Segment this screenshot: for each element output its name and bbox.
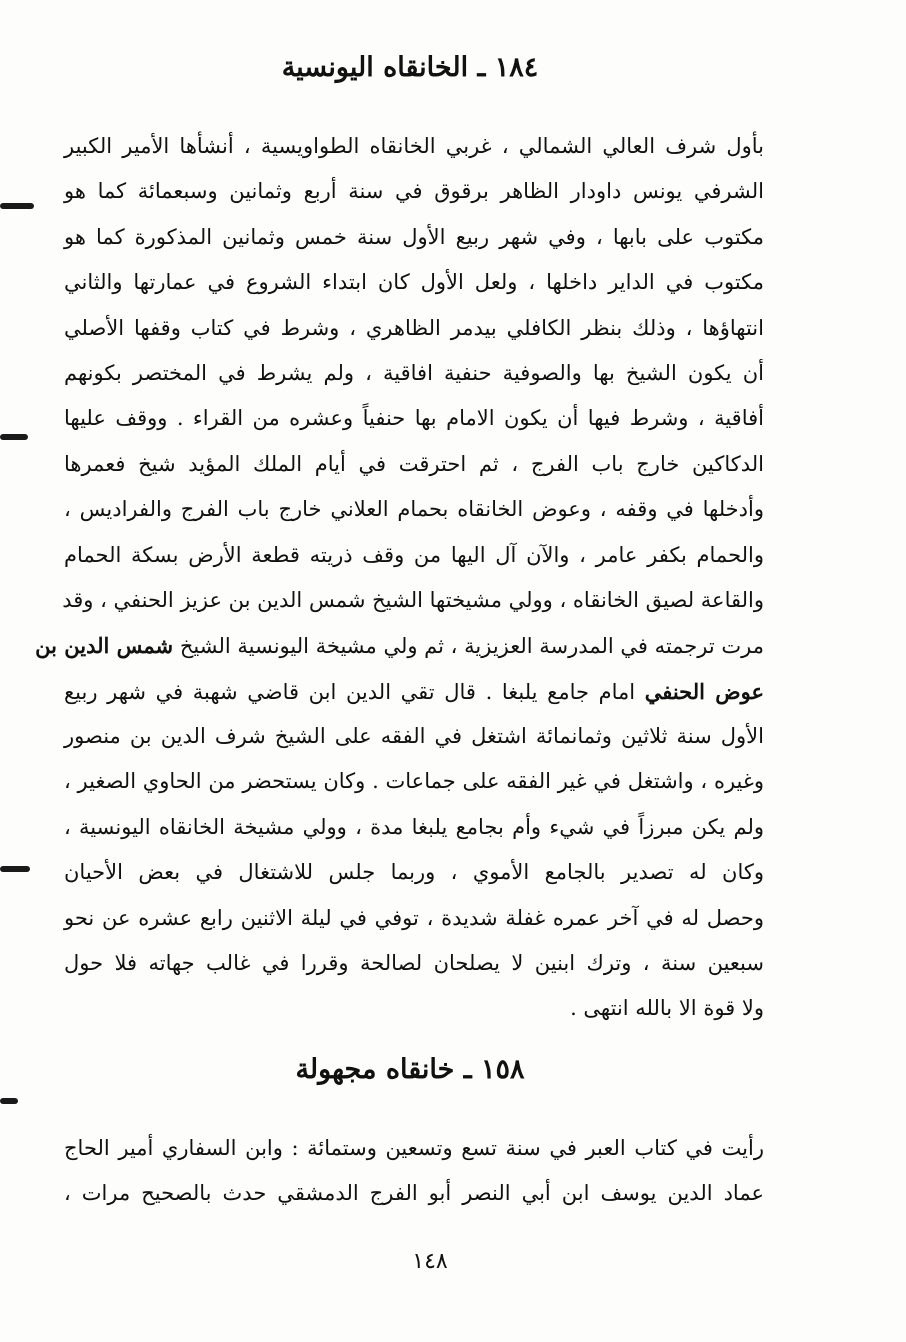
text-line: عماد الدين يوسف ابن أبي النصر أبو الفرج الدمشقي حدث بالصحيح مرات ، bbox=[64, 1181, 764, 1206]
text-line: وأدخلها في وقفه ، وعوض الخانقاه بحمام العلاني خارج باب الفرج والفراديس ، bbox=[64, 497, 764, 522]
text-line: الأول سنة ثلاثين وثمانمائة اشتغل في الفقه على الشيخ شرف الدين بن منصور bbox=[64, 724, 764, 749]
text-line: وغيره ، واشتغل في غير الفقه على جماعات . وكان يستحضر من الحاوي الصغير ، bbox=[64, 769, 764, 794]
text-fragment: امام جامع يلبغا . قال تقي الدين ابن قاضي شهبة في شهر ربيع bbox=[64, 679, 636, 704]
margin-ink-mark bbox=[0, 866, 30, 872]
text-line: رأيت في كتاب العبر في سنة تسع وتسعين وستمائة : وابن السفاري أمير الحاج bbox=[64, 1136, 764, 1160]
text-line: بأول شرف العالي الشمالي ، غربي الخانقاه الطواويسية ، أنشأها الأمير الكبير bbox=[64, 134, 764, 158]
text-fragment: مرت ترجمته في المدرسة العزيزية ، ثم ولي مشيخة اليونسية الشيخ bbox=[179, 634, 764, 659]
text-line: والحمام بكفر عامر ، والآن آل اليها من وقف ذريته قطعة الأرض بسكة الحمام bbox=[64, 542, 764, 567]
text-line: الدكاكين خارج باب الفرج ، ثم احترقت في أيام الملك المؤيد شيخ فعمرها bbox=[64, 451, 764, 476]
page-number: ١٤٨ bbox=[412, 1249, 448, 1274]
text-line: مكتوب على بابها ، وفي شهر ربيع الأول سنة خمس وثمانين المذكورة كما هو bbox=[64, 224, 764, 249]
text-line: أفاقية ، وشرط فيها أن يكون الامام بها حنفياً وعشره من القراء . ووقف عليها bbox=[64, 406, 764, 431]
margin-ink-mark bbox=[0, 434, 28, 440]
section-heading-khanqah-yunusiyya: ١٨٤ ـ الخانقاه اليونسية bbox=[281, 52, 539, 83]
section-body-yunusiyya bbox=[35, 124, 764, 1032]
section-heading-unknown-khanqah: ١٥٨ ـ خانقاه مجهولة bbox=[295, 1054, 525, 1085]
text-line: ولم يكن مبرزاً في شيء وأم بجامع يلبغا مدة ، وولي مشيخة الخانقاه اليونسية ، bbox=[64, 814, 764, 839]
margin-ink-mark bbox=[0, 1098, 18, 1104]
text-line: والقاعة لصيق الخانقاه ، وولي مشيختها الشيخ شمس الدين بن عزيز الحنفي ، وقد bbox=[62, 587, 764, 612]
bold-name-fragment: شمس الدين بن bbox=[35, 633, 174, 659]
text-line: أن يكون الشيخ بها والصوفية حنفية افاقية ، ولم يشرط في المختصر بكونهم bbox=[64, 360, 764, 385]
text-line bbox=[64, 669, 764, 714]
text-line: وكان له تصدير بالجامع الأموي ، وربما جلس للاشتغال في بعض الأحيان bbox=[64, 860, 764, 885]
section-body-unknown-khanqah bbox=[64, 1126, 764, 1217]
text-line: وحصل له في آخر عمره غفلة شديدة ، توفي في ليلة الاثنين رابع عشره عن نحو bbox=[64, 905, 764, 930]
text-line: سبعين سنة ، وترك ابنين لا يصلحان لصالحة وقررا في غالب جهاته فلا حول bbox=[64, 951, 764, 976]
text-line: انتهاؤها ، وذلك بنظر الكافلي بيدمر الظاهري ، وشرط في كتاب وقفها الأصلي bbox=[64, 315, 764, 340]
bold-name-fragment: عوض الحنفي bbox=[644, 678, 764, 704]
text-line: ولا قوة الا بالله انتهى . bbox=[570, 996, 764, 1021]
text-line: مكتوب في الداير داخلها ، ولعل الأول كان ابتداء الشروع في عمارتها والثاني bbox=[64, 270, 764, 295]
text-line bbox=[35, 623, 764, 668]
text-line: الشرفي يونس داودار الظاهر برقوق في سنة أربع وثمانين وسبعمائة كما هو bbox=[64, 179, 764, 204]
margin-ink-mark bbox=[0, 203, 34, 209]
